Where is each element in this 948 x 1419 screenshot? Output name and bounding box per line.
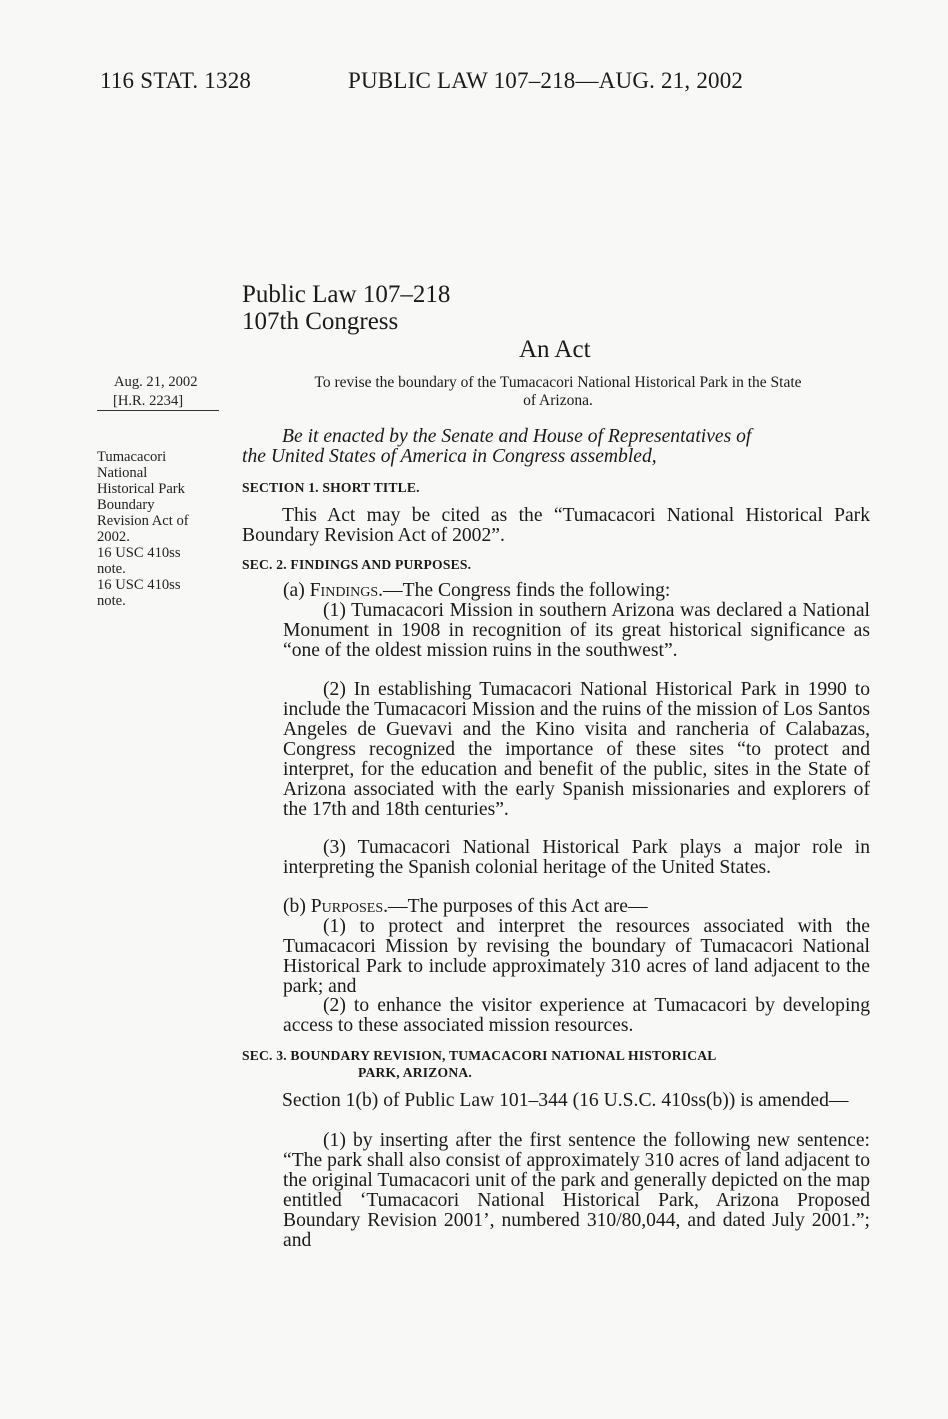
margin-note-line: 2002.: [97, 529, 130, 545]
subsection-text: .—The purposes of this Act are—: [383, 896, 648, 917]
law-title-block: [242, 281, 450, 335]
subsection-a: [283, 581, 870, 601]
section-3-heading: [242, 1047, 870, 1081]
purpose-line: of Arizona.: [523, 392, 593, 409]
margin-notes: [97, 449, 237, 609]
section-1-heading: SECTION 1. SHORT TITLE.: [242, 480, 420, 495]
margin-note-line: note.: [97, 561, 126, 577]
heading-line: SEC. 3. BOUNDARY REVISION, TUMACACORI NATIONAL HISTORICAL: [242, 1048, 717, 1063]
enacting-clause: [242, 427, 870, 467]
purpose-line: To revise the boundary of the Tumacacori National Historical Park in the State: [314, 374, 802, 391]
paragraph-b1: [283, 917, 870, 997]
act-purpose: [262, 374, 854, 410]
congress-number: 107th Congress: [242, 308, 399, 335]
margin-note-line: Revision Act of: [97, 513, 189, 529]
margin-note-line: Boundary: [97, 497, 155, 513]
margin-note-line: note.: [97, 593, 126, 609]
subsection-b: [283, 897, 870, 917]
enacting-line: Be it enacted by the Senate and House of Representatives of: [282, 426, 752, 447]
subsection-caption: Findings: [309, 580, 379, 601]
margin-note-line: National: [97, 465, 148, 481]
heading-line: PARK, ARIZONA.: [358, 1065, 472, 1080]
paragraph-text: (1) to protect and interpret the resources associated with the Tumacacori Mission by revising the boundary of Tumacacori National Historical Park to include approximately 310 acres of land adjacent to the park; and: [283, 916, 870, 997]
margin-date: Aug. 21, 2002: [114, 374, 198, 390]
paragraph-text: (2) In establishing Tumacacori National Historical Park in 1990 to include the Tumacacori Mission and the ruins of the mission of Los Santos Angeles de Guevavi and the Kino visita and rancheria of Calabazas, Congress recognized the importance of these sites “to protect and interpret, for the education and benefit of the public, sites in the State of Arizona associated with the early Spanish missionaries and explorers of the 17th and 18th centuries”.: [283, 679, 870, 820]
margin-note-line: 16 USC 410ss: [97, 577, 181, 593]
section-1-text: This Act may be cited as the “Tumacacori National Historical Park Boundary Revision Act of 2002”.: [242, 505, 870, 546]
paragraph-3-1: [283, 1131, 870, 1251]
paragraph-a2: [283, 680, 870, 820]
public-law-number: Public Law 107–218: [242, 281, 451, 308]
section-3-intro: Section 1(b) of Public Law 101–344 (16 U.S.C. 410ss(b)) is amended—: [282, 1090, 849, 1111]
paragraph-text: (3) Tumacacori National Historical Park plays a major role in interpreting the Spanish colonial heritage of the United States.: [283, 837, 870, 878]
margin-note-line: Tumacacori: [97, 449, 167, 465]
margin-note-line: 16 USC 410ss: [97, 545, 181, 561]
paragraph-a1: [283, 601, 870, 661]
page-number-header: 116 STAT. 1328: [100, 68, 252, 93]
subsection-caption: Purposes: [310, 896, 384, 917]
paragraph-text: (2) to enhance the visitor experience at Tumacacori by developing access to these associated mission resources.: [283, 995, 870, 1036]
paragraph-b2: [283, 996, 870, 1036]
paragraph-a3: [283, 838, 870, 878]
section-2-heading: SEC. 2. FINDINGS AND PURPOSES.: [242, 557, 472, 572]
subsection-label: (b): [283, 896, 311, 917]
paragraph-text: (1) Tumacacori Mission in southern Arizona was declared a National Monument in 1908 in recognition of its great historical significance as “one of the oldest mission ruins in the southwest”.: [283, 600, 870, 661]
enacting-line: the United States of America in Congress assembled,: [242, 446, 657, 467]
paragraph-text: (1) by inserting after the first sentence the following new sentence: “The park shall also consist of approximately 310 acres of land adjacent to the original Tumacacori unit of the park and generally depicted on the map entitled ‘Tumacacori National Historical Park, Arizona Proposed Boundary Revision 2001’, numbered 310/80,044, and dated July 2001.”; and: [283, 1130, 870, 1251]
subsection-label: (a): [283, 580, 310, 601]
margin-note-line: Historical Park: [97, 481, 185, 497]
margin-divider: [97, 410, 219, 411]
margin-bill-number: [H.R. 2234]: [113, 393, 184, 409]
an-act-title: An Act: [519, 336, 591, 363]
running-header: PUBLIC LAW 107–218—AUG. 21, 2002: [348, 68, 744, 93]
subsection-text: .—The Congress finds the following:: [378, 580, 671, 601]
